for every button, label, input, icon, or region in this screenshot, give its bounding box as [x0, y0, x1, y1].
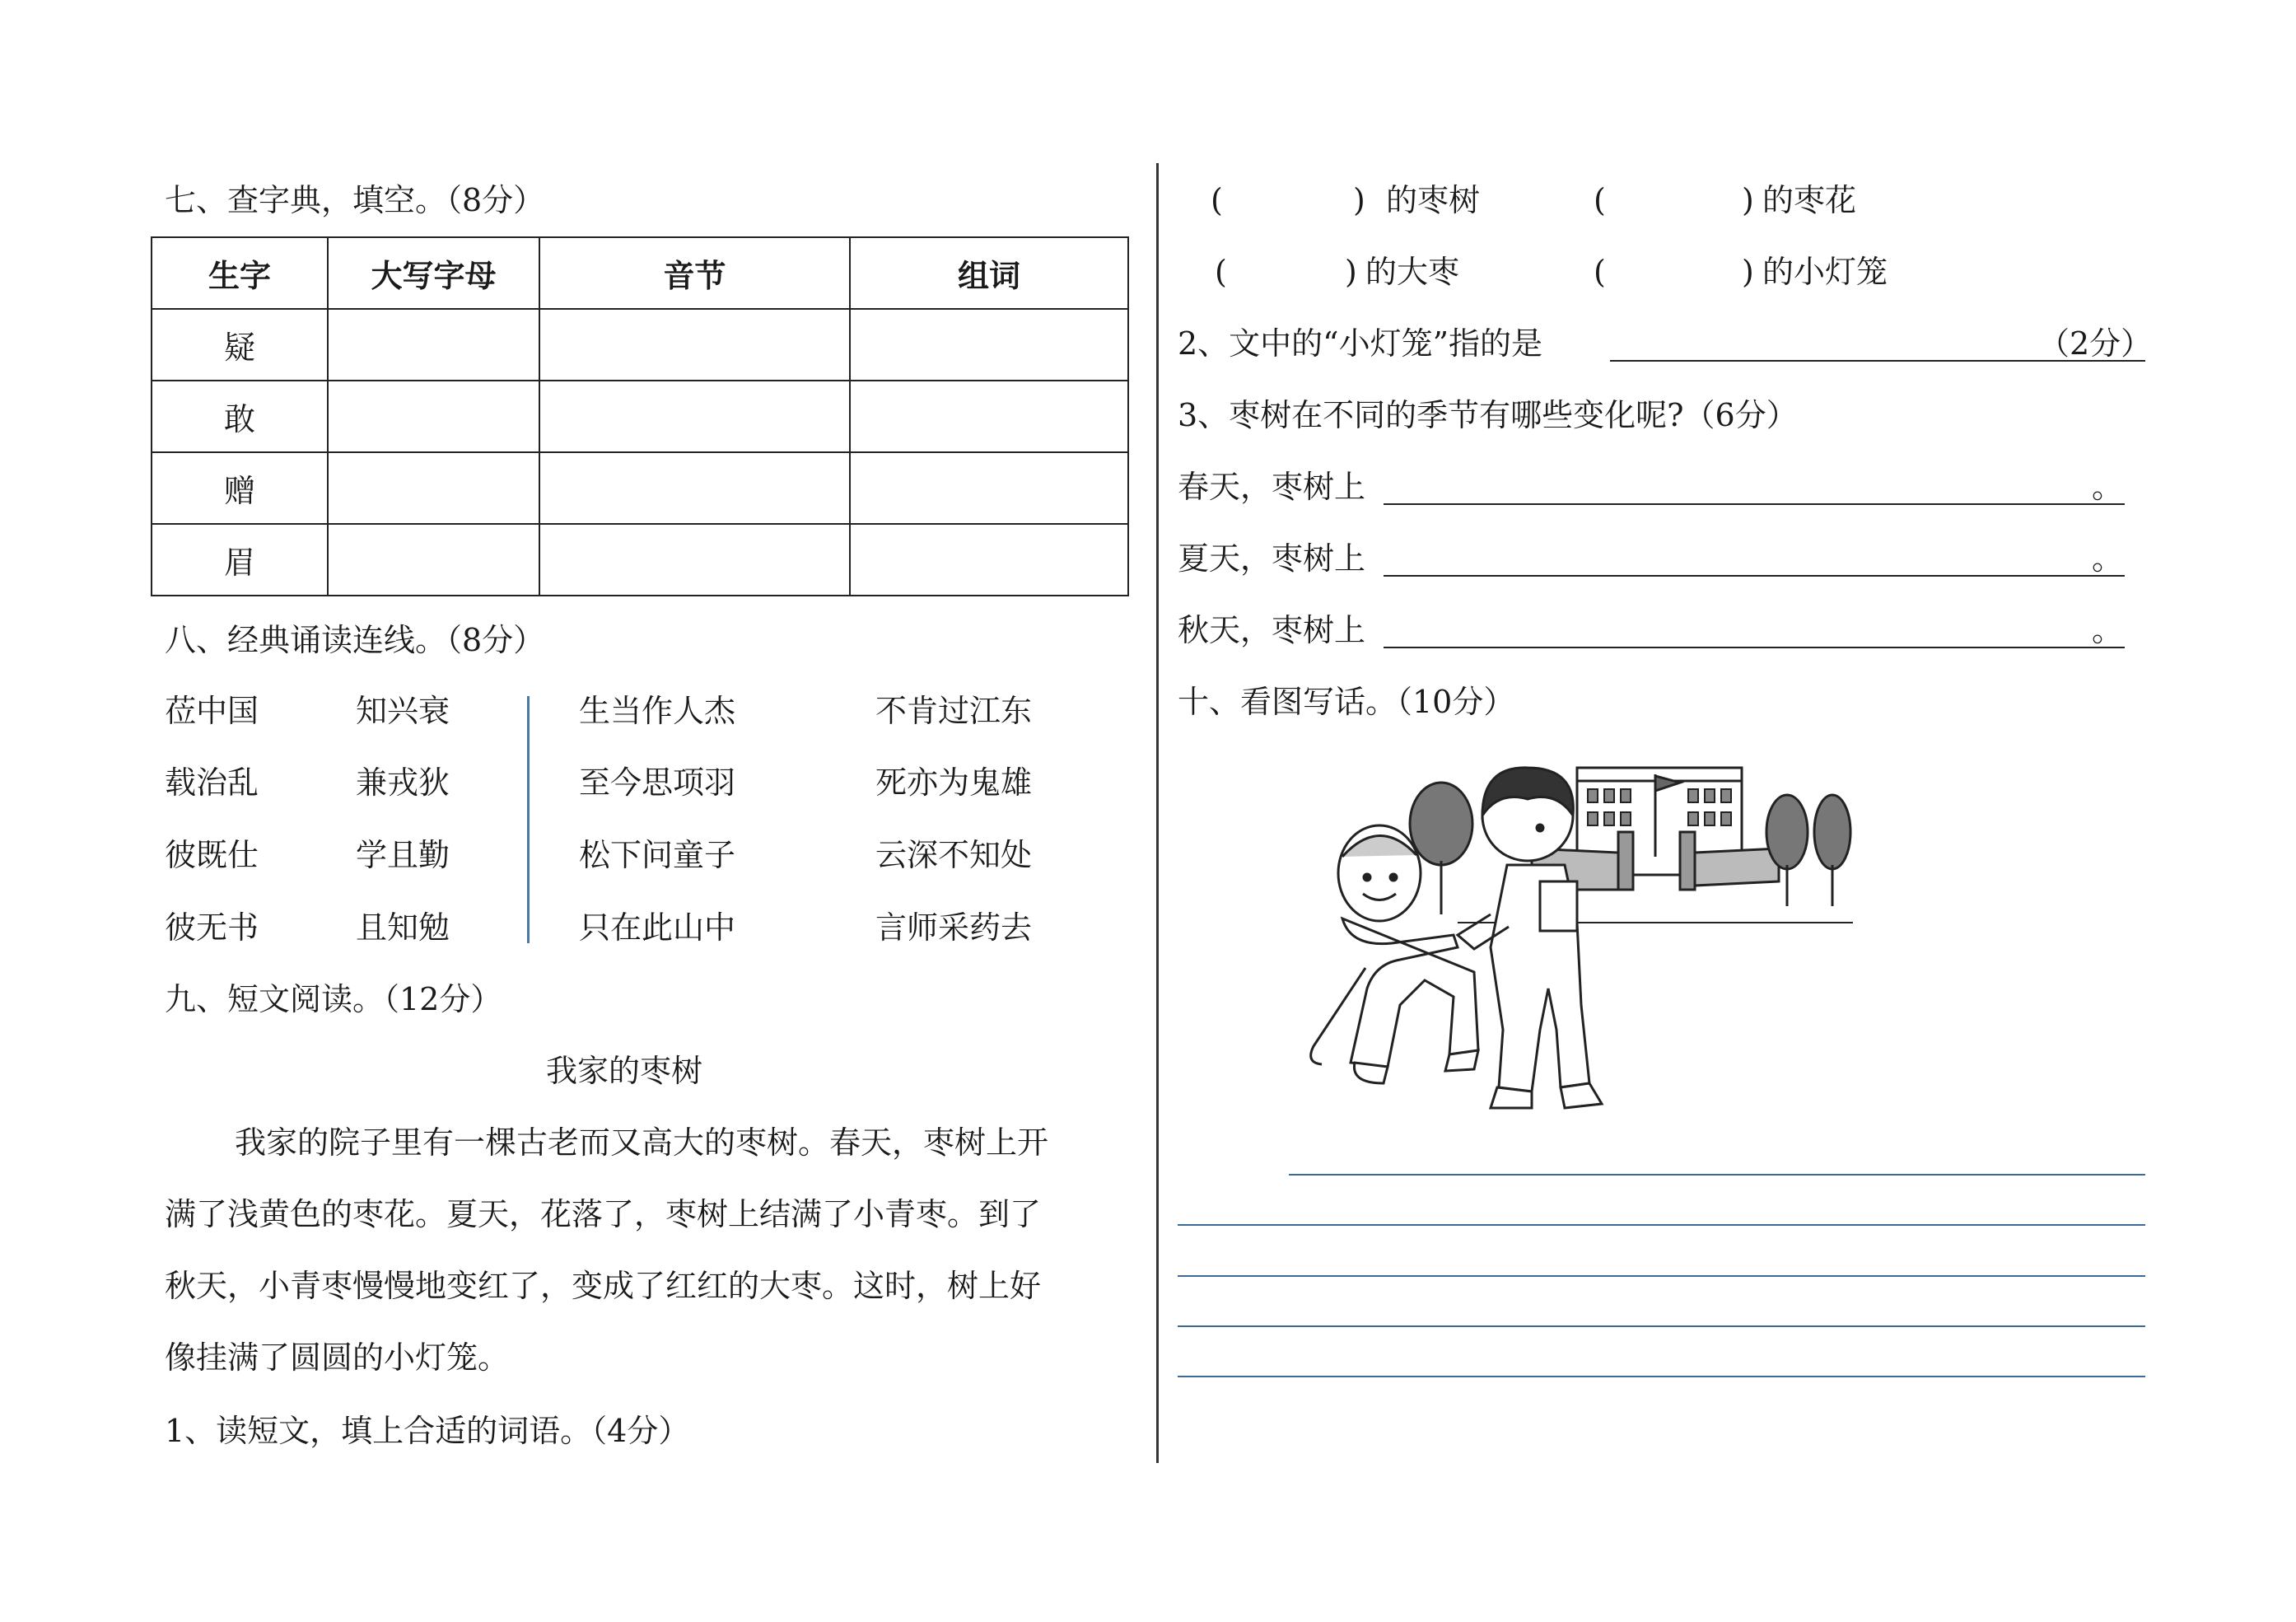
table-header: 大写字母: [328, 237, 539, 309]
writing-line[interactable]: [1178, 1325, 2145, 1327]
table-cell-blank[interactable]: [850, 524, 1128, 596]
q9-title: 九、短文阅读。（12分）: [165, 981, 502, 1017]
table-header: 组词: [850, 237, 1128, 309]
table-cell-blank[interactable]: [328, 524, 539, 596]
writing-line[interactable]: [1178, 1376, 2145, 1377]
answer-line[interactable]: [1384, 575, 2125, 577]
blank-close-paren: ): [1353, 182, 1365, 218]
match-item[interactable]: 生当作人杰: [579, 693, 736, 729]
blank-fill-area[interactable]: [1227, 185, 1351, 222]
table-header: 生字: [152, 237, 328, 309]
table-cell-char: 疑: [152, 309, 328, 381]
table-cell-char: 眉: [152, 524, 328, 596]
table-cell-blank[interactable]: [539, 309, 850, 381]
match-item[interactable]: 彼无书: [165, 909, 259, 946]
blank-open-paren: (: [1594, 254, 1606, 290]
table-row: [152, 524, 1128, 596]
q9-2-score: （2分）: [2038, 325, 2153, 362]
passage-line: 秋天，小青枣慢慢地变红了，变成了红红的大枣。这时，树上好: [165, 1268, 1042, 1304]
q8-title: 八、经典诵读连线。（8分）: [165, 622, 545, 658]
blank-open-paren: (: [1215, 254, 1227, 290]
match-item[interactable]: 载治乱: [165, 764, 259, 801]
q9-3-title: 3、枣树在不同的季节有哪些变化呢?（6分）: [1178, 397, 1798, 433]
q9-1-title: 1、读短文，填上合适的词语。（4分）: [165, 1413, 690, 1449]
table-header: 音节: [539, 237, 850, 309]
table-cell-blank[interactable]: [539, 452, 850, 524]
match-item[interactable]: 言师采药去: [875, 909, 1033, 946]
table-row: [152, 381, 1128, 452]
season-end: 。: [2092, 612, 2124, 648]
writing-prompt-illustration: [1293, 758, 1869, 1120]
blank-close-paren: ): [1345, 254, 1357, 290]
blank-close-paren: ): [1742, 182, 1754, 218]
table-cell-blank[interactable]: [539, 524, 850, 596]
blank-open-paren: (: [1211, 182, 1223, 218]
blank-phrase: 的枣花: [1762, 182, 1857, 218]
blank-phrase: 的枣树: [1386, 182, 1481, 218]
blank-phrase: 的小灯笼: [1762, 254, 1888, 290]
table-row: [152, 452, 1128, 524]
q10-title: 十、看图写话。（10分）: [1178, 684, 1515, 720]
writing-line[interactable]: [1178, 1224, 2145, 1226]
season-end: 。: [2092, 469, 2124, 505]
match-item[interactable]: 不肯过江东: [875, 693, 1033, 729]
table-cell-blank[interactable]: [850, 452, 1128, 524]
dictionary-table: [151, 236, 1129, 596]
match-item[interactable]: 且知勉: [356, 909, 450, 946]
blank-fill-area[interactable]: [1610, 257, 1738, 294]
writing-line[interactable]: [1178, 1275, 2145, 1277]
table-cell-char: 赠: [152, 452, 328, 524]
passage-title: 我家的枣树: [546, 1053, 703, 1089]
table-cell-char: 敢: [152, 381, 328, 452]
table-cell-blank[interactable]: [539, 381, 850, 452]
blank-close-paren: ): [1742, 254, 1754, 290]
blank-fill-area[interactable]: [1231, 257, 1342, 294]
q7-title: 七、查字典，填空。（8分）: [165, 182, 545, 218]
match-item[interactable]: 只在此山中: [579, 909, 736, 946]
table-row: [152, 309, 1128, 381]
matching-divider: [527, 696, 530, 943]
answer-line[interactable]: [1384, 503, 2125, 505]
match-item[interactable]: 至今思项羽: [579, 764, 736, 801]
writing-line[interactable]: [1289, 1174, 2145, 1176]
table-cell-blank[interactable]: [328, 452, 539, 524]
table-cell-blank[interactable]: [850, 381, 1128, 452]
match-item[interactable]: 云深不知处: [875, 837, 1033, 873]
q9-2-title: 2、文中的“小灯笼”指的是: [1178, 325, 1543, 362]
season-end: 。: [2092, 540, 2124, 577]
table-cell-blank[interactable]: [850, 309, 1128, 381]
season-label: 秋天，枣树上: [1178, 612, 1366, 648]
table-cell-blank[interactable]: [328, 381, 539, 452]
match-item[interactable]: 彼既仕: [165, 837, 259, 873]
passage-line: 满了浅黄色的枣花。夏天，花落了，枣树上结满了小青枣。到了: [165, 1196, 1042, 1232]
match-item[interactable]: 莅中国: [165, 693, 259, 729]
season-label: 夏天，枣树上: [1178, 540, 1366, 577]
passage-line: 像挂满了圆圆的小灯笼。: [165, 1339, 510, 1376]
table-header-row: [152, 237, 1128, 309]
match-item[interactable]: 兼戎狄: [356, 764, 450, 801]
match-item[interactable]: 知兴衰: [356, 693, 450, 729]
column-divider: [1156, 163, 1159, 1463]
blank-open-paren: (: [1594, 182, 1606, 218]
season-label: 春天，枣树上: [1178, 469, 1366, 505]
match-item[interactable]: 学且勤: [356, 837, 450, 873]
passage-line: 我家的院子里有一棵古老而又高大的枣树。春天，枣树上开: [235, 1124, 1049, 1161]
answer-line[interactable]: [1384, 647, 2125, 648]
table-cell-blank[interactable]: [328, 309, 539, 381]
blank-fill-area[interactable]: [1610, 185, 1738, 222]
match-item[interactable]: 死亦为鬼雄: [875, 764, 1033, 801]
match-item[interactable]: 松下问童子: [579, 837, 736, 873]
blank-phrase: 的大枣: [1365, 254, 1460, 290]
